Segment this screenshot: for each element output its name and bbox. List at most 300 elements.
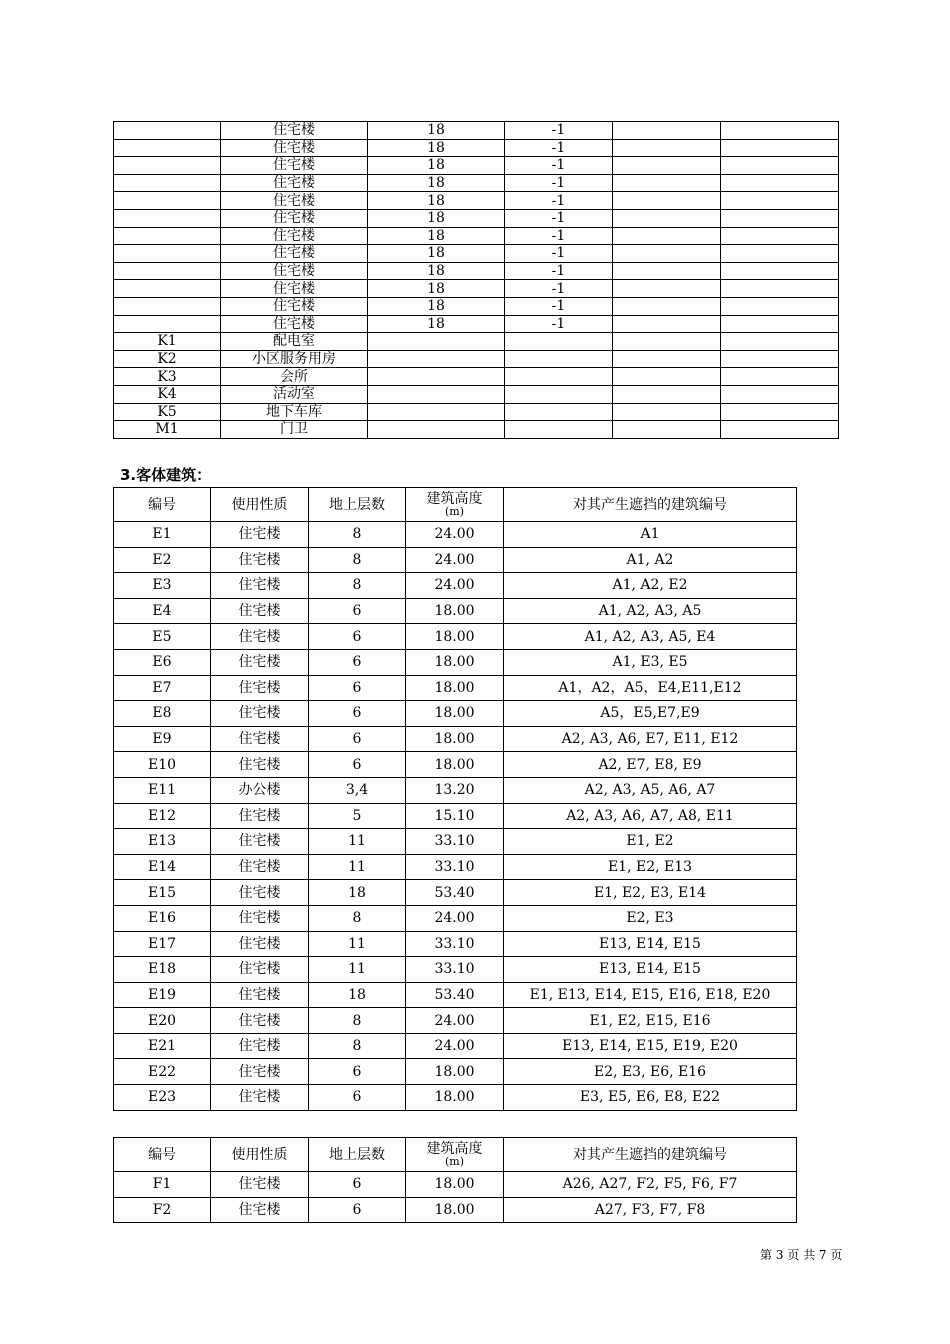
table-cell: E3, E5, E6, E8, E22	[504, 1085, 797, 1111]
table-cell: 18	[309, 982, 406, 1008]
table-cell	[114, 192, 221, 210]
table-row	[114, 350, 839, 368]
table-cell: 8	[309, 905, 406, 931]
table-row	[114, 1059, 797, 1085]
table-cell: 3,4	[309, 777, 406, 803]
table-row	[114, 1085, 797, 1111]
table-row	[114, 931, 797, 957]
table-cell: K4	[114, 385, 221, 403]
table-cell: 18	[368, 280, 505, 298]
table-cell	[721, 245, 839, 263]
table-row	[114, 1033, 797, 1059]
table-cell	[114, 209, 221, 227]
table-cell: 住宅楼	[221, 174, 368, 192]
table-cell: E2	[114, 547, 211, 573]
table-cell: -1	[505, 262, 613, 280]
table-row	[114, 905, 797, 931]
table-cell: A2, A3, A5, A6, A7	[504, 777, 797, 803]
table-cell: 6	[309, 675, 406, 701]
table-cell: 6	[309, 624, 406, 650]
table-cell: -1	[505, 209, 613, 227]
table-cell	[505, 333, 613, 351]
table-cell: E18	[114, 957, 211, 983]
table-cell: 住宅楼	[211, 598, 309, 624]
table-cell: E13, E14, E15	[504, 931, 797, 957]
table-cell: 门卫	[221, 421, 368, 439]
header-usage: 使用性质	[211, 488, 309, 522]
table-cell: 18.00	[406, 598, 504, 624]
table-row	[114, 726, 797, 752]
table-cell	[505, 421, 613, 439]
table-row	[114, 649, 797, 675]
table-cell	[721, 403, 839, 421]
table-cell	[114, 262, 221, 280]
table-row	[114, 385, 839, 403]
table-cell: 18	[309, 880, 406, 906]
table-cell: K1	[114, 333, 221, 351]
table-row	[114, 957, 797, 983]
table-cell	[721, 297, 839, 315]
table-cell: K3	[114, 368, 221, 386]
table-cell: 18	[368, 122, 505, 140]
table-cell: 18.00	[406, 1085, 504, 1111]
table-cell: -1	[505, 297, 613, 315]
table-cell: -1	[505, 139, 613, 157]
table-cell	[721, 262, 839, 280]
table-header-row	[114, 1138, 797, 1172]
table-f-body	[114, 1138, 797, 1223]
table-e-body	[114, 488, 797, 1111]
table-cell: 住宅楼	[211, 982, 309, 1008]
table-cell: 18	[368, 139, 505, 157]
table-cell: E12	[114, 803, 211, 829]
table-cell	[613, 245, 721, 263]
table-row	[114, 421, 839, 439]
table-cell	[721, 421, 839, 439]
table-cell: 24.00	[406, 547, 504, 573]
table-cell: 住宅楼	[221, 280, 368, 298]
header-height-unit: (m)	[444, 1155, 464, 1168]
table-cell: 33.10	[406, 854, 504, 880]
table-cell: 住宅楼	[221, 192, 368, 210]
table-cell: -1	[505, 227, 613, 245]
table-cell: 8	[309, 1033, 406, 1059]
table-cell: 18.00	[406, 649, 504, 675]
table-row	[114, 315, 839, 333]
table-row	[114, 547, 797, 573]
table-cell	[368, 421, 505, 439]
table-row	[114, 403, 839, 421]
table-cell: 18.00	[406, 624, 504, 650]
table-cell: 住宅楼	[211, 931, 309, 957]
table-cell: A27, F3, F7, F8	[504, 1197, 797, 1223]
table-cell: 住宅楼	[211, 649, 309, 675]
table-cell: 办公楼	[211, 777, 309, 803]
table-cell	[721, 350, 839, 368]
table-cell: 住宅楼	[221, 139, 368, 157]
table-cell: 8	[309, 573, 406, 599]
table-cell	[721, 385, 839, 403]
table-cell	[613, 297, 721, 315]
table-cell: E1, E13, E14, E15, E16, E18, E20	[504, 982, 797, 1008]
table-cell	[721, 315, 839, 333]
object-building-table-e	[113, 487, 797, 1111]
table-cell: 住宅楼	[211, 573, 309, 599]
table-cell: E1, E2, E15, E16	[504, 1008, 797, 1034]
table-cell: 住宅楼	[221, 227, 368, 245]
table-cell: 6	[309, 701, 406, 727]
building-table-top	[113, 121, 839, 439]
table-cell	[721, 368, 839, 386]
table-cell: 住宅楼	[211, 624, 309, 650]
table-cell	[721, 192, 839, 210]
table-cell: A1，A2，A5，E4,E11,E12	[504, 675, 797, 701]
table-cell: 住宅楼	[221, 315, 368, 333]
table-cell: F2	[114, 1197, 211, 1223]
table-cell: 18	[368, 262, 505, 280]
table-cell: 18.00	[406, 675, 504, 701]
object-building-table-f	[113, 1137, 797, 1223]
table-cell	[114, 122, 221, 140]
table-cell: A26, A27, F2, F5, F6, F7	[504, 1172, 797, 1198]
table-cell: A1	[504, 522, 797, 548]
table-cell	[613, 350, 721, 368]
table-cell: 住宅楼	[211, 1059, 309, 1085]
table-cell: E4	[114, 598, 211, 624]
table-cell	[114, 227, 221, 245]
table-cell: 18.00	[406, 1172, 504, 1198]
table-cell	[613, 262, 721, 280]
table-row	[114, 880, 797, 906]
table-cell	[613, 157, 721, 175]
header-blocking: 对其产生遮挡的建筑编号	[504, 1138, 797, 1172]
table-cell: 住宅楼	[211, 547, 309, 573]
table-cell: 18.00	[406, 701, 504, 727]
table-cell	[721, 209, 839, 227]
table-cell	[505, 385, 613, 403]
table-cell	[721, 157, 839, 175]
table-cell: E22	[114, 1059, 211, 1085]
table-cell: 住宅楼	[211, 854, 309, 880]
table-cell: 住宅楼	[221, 157, 368, 175]
table-cell: E21	[114, 1033, 211, 1059]
section-title: 3.客体建筑：	[120, 466, 212, 484]
table-cell	[114, 157, 221, 175]
table-row	[114, 701, 797, 727]
table-cell: 住宅楼	[221, 209, 368, 227]
table-cell: 活动室	[221, 385, 368, 403]
table-cell: 住宅楼	[221, 122, 368, 140]
table-cell: E9	[114, 726, 211, 752]
table-cell: -1	[505, 280, 613, 298]
table-cell	[613, 192, 721, 210]
table-cell: E17	[114, 931, 211, 957]
table-cell: E1	[114, 522, 211, 548]
table-row	[114, 624, 797, 650]
table-row	[114, 675, 797, 701]
header-height	[406, 488, 504, 522]
table-cell: 24.00	[406, 522, 504, 548]
page-footer: 第 3 页 共 7 页	[760, 1248, 843, 1262]
table-cell	[114, 297, 221, 315]
table-cell: E15	[114, 880, 211, 906]
table-row	[114, 297, 839, 315]
table-cell: 地下车库	[221, 403, 368, 421]
table-cell: K2	[114, 350, 221, 368]
table-row	[114, 280, 839, 298]
table-row	[114, 245, 839, 263]
table-cell: 18	[368, 174, 505, 192]
table-cell: E2, E3	[504, 905, 797, 931]
table-cell: 11	[309, 829, 406, 855]
table-cell: A1, A2, A3, A5, E4	[504, 624, 797, 650]
table-cell: E16	[114, 905, 211, 931]
table-cell: E3	[114, 573, 211, 599]
table-cell	[613, 333, 721, 351]
table-cell: A1, E3, E5	[504, 649, 797, 675]
header-id: 编号	[114, 488, 211, 522]
table-cell: 小区服务用房	[221, 350, 368, 368]
table-row	[114, 829, 797, 855]
table-cell: E19	[114, 982, 211, 1008]
table-row	[114, 1008, 797, 1034]
table-cell	[368, 333, 505, 351]
table-cell: A2, E7, E8, E9	[504, 752, 797, 778]
table-cell: 15.10	[406, 803, 504, 829]
table-cell: 住宅楼	[221, 245, 368, 263]
table-cell: 5	[309, 803, 406, 829]
table-cell: -1	[505, 315, 613, 333]
table-cell: 53.40	[406, 880, 504, 906]
table-row	[114, 777, 797, 803]
table-cell: E7	[114, 675, 211, 701]
table-cell: E1, E2	[504, 829, 797, 855]
table-row	[114, 209, 839, 227]
table-cell: A5，E5,E7,E9	[504, 701, 797, 727]
table-cell: 18	[368, 315, 505, 333]
table-cell: E6	[114, 649, 211, 675]
table-row	[114, 192, 839, 210]
table-cell: F1	[114, 1172, 211, 1198]
table-cell: A2, A3, A6, A7, A8, E11	[504, 803, 797, 829]
table-row	[114, 262, 839, 280]
header-id: 编号	[114, 1138, 211, 1172]
table-row	[114, 139, 839, 157]
table-row	[114, 1172, 797, 1198]
table-cell: 18	[368, 157, 505, 175]
table-cell	[613, 122, 721, 140]
table-row	[114, 333, 839, 351]
table-cell: 住宅楼	[211, 880, 309, 906]
table-cell: E10	[114, 752, 211, 778]
table-cell: M1	[114, 421, 221, 439]
table-cell: A2, A3, A6, E7, E11, E12	[504, 726, 797, 752]
table-cell: 11	[309, 957, 406, 983]
table-cell: 6	[309, 752, 406, 778]
table-row	[114, 982, 797, 1008]
table-row	[114, 368, 839, 386]
table-row	[114, 122, 839, 140]
table-cell: 住宅楼	[211, 905, 309, 931]
table-cell: 住宅楼	[211, 1085, 309, 1111]
table-cell: 11	[309, 854, 406, 880]
table-cell: 住宅楼	[211, 675, 309, 701]
table-cell: E23	[114, 1085, 211, 1111]
table-cell: 住宅楼	[211, 726, 309, 752]
table-cell	[505, 403, 613, 421]
table-cell: 24.00	[406, 905, 504, 931]
table-row	[114, 598, 797, 624]
table-row	[114, 752, 797, 778]
table-cell: A1, A2, A3, A5	[504, 598, 797, 624]
table-cell: E14	[114, 854, 211, 880]
header-blocking: 对其产生遮挡的建筑编号	[504, 488, 797, 522]
table-cell: 18.00	[406, 1059, 504, 1085]
table-cell: E13	[114, 829, 211, 855]
table-row	[114, 1197, 797, 1223]
table-cell	[613, 368, 721, 386]
table-cell: 住宅楼	[221, 297, 368, 315]
header-height-unit: (m)	[444, 505, 464, 518]
table-cell	[613, 315, 721, 333]
table-cell	[114, 174, 221, 192]
table-cell: 24.00	[406, 1008, 504, 1034]
table-cell: E1, E2, E3, E14	[504, 880, 797, 906]
table-cell: 8	[309, 547, 406, 573]
table-cell: 24.00	[406, 573, 504, 599]
table-cell	[613, 139, 721, 157]
table-cell	[613, 174, 721, 192]
table-cell: 住宅楼	[211, 803, 309, 829]
table-row	[114, 854, 797, 880]
table-cell: 住宅楼	[211, 522, 309, 548]
table-cell: E8	[114, 701, 211, 727]
table-cell	[613, 385, 721, 403]
table-cell: -1	[505, 192, 613, 210]
table-row	[114, 174, 839, 192]
table-cell: E2, E3, E6, E16	[504, 1059, 797, 1085]
table-cell: E13, E14, E15, E19, E20	[504, 1033, 797, 1059]
header-usage: 使用性质	[211, 1138, 309, 1172]
header-height-label: 建筑高度	[426, 1141, 483, 1157]
table-cell	[368, 385, 505, 403]
table-cell: 住宅楼	[211, 701, 309, 727]
table-cell	[721, 280, 839, 298]
table-cell: A1, A2, E2	[504, 573, 797, 599]
table-cell: 18.00	[406, 752, 504, 778]
table-cell	[721, 139, 839, 157]
table-cell	[613, 227, 721, 245]
table-cell: 住宅楼	[211, 829, 309, 855]
table-cell: -1	[505, 157, 613, 175]
table-cell: E5	[114, 624, 211, 650]
table-cell: 33.10	[406, 829, 504, 855]
table-cell: 18	[368, 192, 505, 210]
table-cell: E1, E2, E13	[504, 854, 797, 880]
table-cell: 住宅楼	[211, 1197, 309, 1223]
table-cell: 18	[368, 227, 505, 245]
table-cell	[368, 350, 505, 368]
table-cell	[114, 245, 221, 263]
table-cell: 会所	[221, 368, 368, 386]
table-cell: 18	[368, 209, 505, 227]
header-height	[406, 1138, 504, 1172]
table-row	[114, 573, 797, 599]
table-cell: 8	[309, 1008, 406, 1034]
table-cell: 6	[309, 1172, 406, 1198]
table-cell: 住宅楼	[211, 752, 309, 778]
table-cell	[505, 350, 613, 368]
table-cell: 6	[309, 1059, 406, 1085]
table-cell: 6	[309, 726, 406, 752]
table-cell	[368, 403, 505, 421]
table-cell	[613, 421, 721, 439]
table-cell: 配电室	[221, 333, 368, 351]
table-cell: 18.00	[406, 1197, 504, 1223]
table-cell: -1	[505, 245, 613, 263]
table-cell: 11	[309, 931, 406, 957]
table-row	[114, 522, 797, 548]
table-cell	[721, 227, 839, 245]
table-cell: 住宅楼	[221, 262, 368, 280]
table-cell: -1	[505, 174, 613, 192]
table-cell: -1	[505, 122, 613, 140]
table-cell: 住宅楼	[211, 957, 309, 983]
table-cell: 13.20	[406, 777, 504, 803]
table-cell: 33.10	[406, 931, 504, 957]
table-row	[114, 803, 797, 829]
table-cell: 6	[309, 598, 406, 624]
table-cell	[613, 403, 721, 421]
table-cell: 6	[309, 649, 406, 675]
table-cell	[613, 280, 721, 298]
table-cell: 53.40	[406, 982, 504, 1008]
table-row	[114, 227, 839, 245]
table-cell	[114, 315, 221, 333]
table-cell: 住宅楼	[211, 1008, 309, 1034]
table-cell	[114, 280, 221, 298]
table-cell	[613, 209, 721, 227]
table-cell	[114, 139, 221, 157]
table-cell: 18	[368, 297, 505, 315]
table-cell: 33.10	[406, 957, 504, 983]
header-height-label: 建筑高度	[426, 491, 483, 507]
table-cell: 18.00	[406, 726, 504, 752]
header-floors: 地上层数	[309, 488, 406, 522]
table-cell: 18	[368, 245, 505, 263]
table-cell	[721, 174, 839, 192]
table-cell	[368, 368, 505, 386]
table-cell: 8	[309, 522, 406, 548]
table-cell: 6	[309, 1085, 406, 1111]
table-cell: 24.00	[406, 1033, 504, 1059]
table-header-row	[114, 488, 797, 522]
table-row	[114, 157, 839, 175]
table-cell: 住宅楼	[211, 1033, 309, 1059]
table-cell: 住宅楼	[211, 1172, 309, 1198]
table-cell: A1, A2	[504, 547, 797, 573]
table-cell: E13, E14, E15	[504, 957, 797, 983]
table-cell	[721, 122, 839, 140]
table-cell: E20	[114, 1008, 211, 1034]
table-cell: 6	[309, 1197, 406, 1223]
table-cell	[721, 333, 839, 351]
table-cell	[505, 368, 613, 386]
table-top-body	[114, 122, 839, 439]
table-cell: E11	[114, 777, 211, 803]
header-floors: 地上层数	[309, 1138, 406, 1172]
table-cell: K5	[114, 403, 221, 421]
